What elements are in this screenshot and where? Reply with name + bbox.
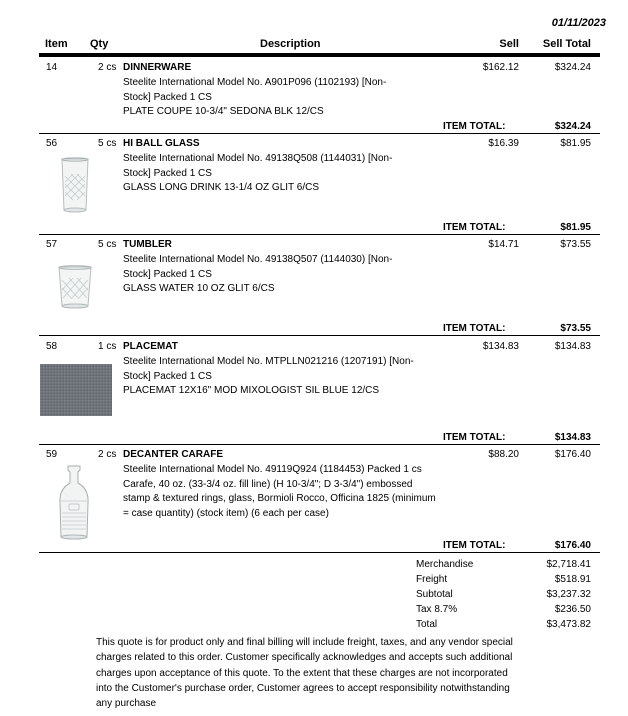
item-total-label: ITEM TOTAL: bbox=[443, 432, 506, 443]
item-separator bbox=[39, 335, 600, 336]
summary-label-merchandise: Merchandise bbox=[416, 559, 474, 570]
description-line: stamp & textured rings, glass, Bormioli Rocco, Officina 1825 (minimum bbox=[123, 493, 436, 504]
billing-disclaimer: This quote is for product only and final billing will include freight, taxes, and any vendor special charges related to this order. Customer specifically acknowledges and accepts such additional charges upon acceptance of this quote. To the extent that these charges are not incorporated into the Customer's purchase order, Customer agrees to accept responsibility notwithstanding any purchase bbox=[96, 637, 513, 710]
summary-value-tax: $236.50 bbox=[554, 604, 591, 615]
description-line: Carafe, 40 oz. (33-3/4 oz. fill line) (H 10-3/4"; D 3-3/4") embossed bbox=[123, 478, 413, 490]
summary-label-subtotal: Subtotal bbox=[416, 589, 453, 600]
item-total-label: ITEM TOTAL: bbox=[443, 222, 506, 233]
summary-label-freight: Freight bbox=[416, 574, 448, 585]
item-title: PLACEMAT bbox=[123, 341, 178, 352]
header-sell: Sell bbox=[499, 38, 519, 50]
item-description bbox=[123, 463, 436, 521]
highball-glass-image bbox=[55, 156, 95, 214]
header-description: Description bbox=[260, 38, 321, 50]
item-sell-total: $134.83 bbox=[554, 341, 591, 352]
item-description bbox=[123, 76, 386, 120]
item-separator bbox=[39, 444, 600, 445]
description-line: Stock] Packed 1 CS bbox=[123, 268, 212, 280]
description-line: Stock] Packed 1 CS bbox=[123, 91, 212, 103]
item-sell-total: $73.55 bbox=[560, 239, 591, 250]
item-sell: $88.20 bbox=[488, 449, 519, 460]
header-rule bbox=[39, 53, 600, 57]
description-line: Steelite International Model No. 49138Q508 (1144031) [Non- bbox=[123, 153, 393, 164]
summary-value-merchandise: $2,718.41 bbox=[546, 559, 591, 570]
description-line: Steelite International Model No. 49138Q507 (1144030) [Non- bbox=[123, 254, 393, 265]
item-sell-total: $324.24 bbox=[554, 62, 591, 73]
item-sell: $14.71 bbox=[488, 239, 519, 250]
item-sell-total: $81.95 bbox=[560, 138, 591, 149]
item-total-label: ITEM TOTAL: bbox=[443, 323, 506, 334]
item-total-label: ITEM TOTAL: bbox=[443, 540, 506, 551]
item-number: 14 bbox=[46, 62, 58, 73]
item-total-label: ITEM TOTAL: bbox=[443, 121, 506, 132]
item-total-value: $176.40 bbox=[554, 540, 591, 551]
item-qty: 2 cs bbox=[98, 449, 117, 460]
description-line: GLASS WATER 10 OZ GLIT 6/CS bbox=[123, 283, 275, 294]
item-number: 57 bbox=[46, 239, 58, 250]
header-item: Item bbox=[45, 38, 68, 50]
item-qty: 1 cs bbox=[98, 341, 117, 352]
quote-date: 01/11/2023 bbox=[551, 17, 606, 29]
item-separator bbox=[39, 133, 600, 134]
summary-label-tax: Tax 8.7% bbox=[416, 604, 458, 615]
item-total-value: $73.55 bbox=[560, 323, 591, 334]
item-title: HI BALL GLASS bbox=[123, 138, 200, 149]
item-title: DINNERWARE bbox=[123, 62, 192, 73]
header-qty: Qty bbox=[90, 38, 109, 50]
placemat-image bbox=[40, 364, 112, 416]
carafe-image bbox=[56, 463, 92, 543]
item-sell: $16.39 bbox=[488, 138, 519, 149]
item-number: 58 bbox=[46, 341, 58, 352]
description-line: Steelite International Model No. MTPLLN021216 (1207191) [Non- bbox=[123, 356, 414, 367]
description-line: PLACEMAT 12X16" MOD MIXOLOGIST SIL BLUE 12/CS bbox=[123, 385, 380, 396]
summary-label-total: Total bbox=[416, 619, 438, 630]
header-sell-total: Sell Total bbox=[542, 38, 591, 50]
item-title: DECANTER CARAFE bbox=[123, 449, 223, 460]
tumbler-glass-image bbox=[54, 264, 96, 310]
description-line: Stock] Packed 1 CS bbox=[123, 370, 212, 382]
item-total-value: $134.83 bbox=[554, 432, 591, 443]
item-description bbox=[123, 253, 392, 297]
item-qty: 5 cs bbox=[98, 138, 117, 149]
item-total-value: $324.24 bbox=[554, 121, 591, 132]
description-line: PLATE COUPE 10-3/4" SEDONA BLK 12/CS bbox=[123, 106, 324, 117]
description-line: Stock] Packed 1 CS bbox=[123, 167, 212, 179]
description-line: Steelite International Model No. A901P096 (1102193) [Non- bbox=[123, 77, 387, 88]
item-sell: $162.12 bbox=[482, 62, 519, 73]
item-qty: 5 cs bbox=[98, 239, 117, 250]
item-description bbox=[123, 152, 392, 196]
item-qty: 2 cs bbox=[98, 62, 117, 73]
item-title: TUMBLER bbox=[123, 239, 172, 250]
item-description bbox=[123, 355, 414, 399]
item-sell-total: $176.40 bbox=[554, 449, 591, 460]
summary-value-subtotal: $3,237.32 bbox=[546, 589, 591, 600]
item-number: 56 bbox=[46, 138, 58, 149]
item-separator bbox=[39, 552, 600, 553]
description-line: GLASS LONG DRINK 13-1/4 OZ GLIT 6/CS bbox=[123, 182, 319, 193]
item-total-value: $81.95 bbox=[560, 222, 591, 233]
summary-value-total: $3,473.82 bbox=[546, 619, 591, 630]
item-separator bbox=[39, 234, 600, 235]
item-number: 59 bbox=[46, 449, 58, 460]
description-line: = case quantity) (stock item) (6 each per case) bbox=[123, 507, 329, 519]
item-sell: $134.83 bbox=[482, 341, 519, 352]
summary-value-freight: $518.91 bbox=[554, 574, 591, 585]
description-line: Steelite International Model No. 49119Q924 (1184453) Packed 1 cs bbox=[123, 464, 422, 475]
